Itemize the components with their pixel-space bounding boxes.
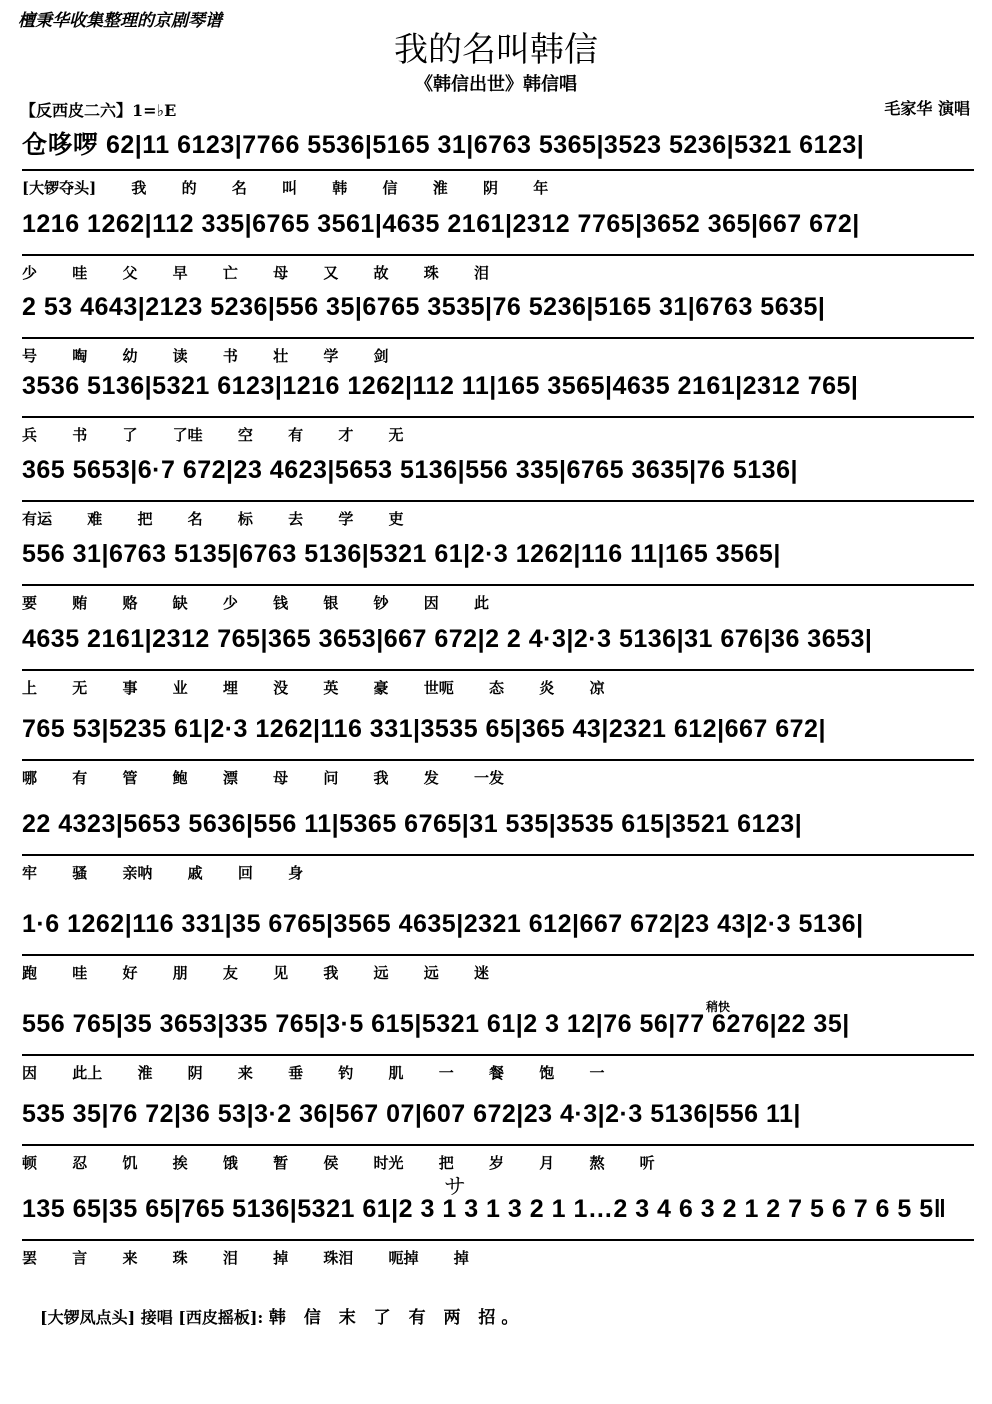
score-line [22,625,974,717]
score-line [22,910,974,1002]
score-line [22,456,974,548]
lyrics-row: 要 贿 赂 缺 少 钱 银 钞 因 此 [22,594,490,612]
notation-row: 535 35|76 72|36 53|3·2 36|567 07|607 672|23 4·3|2·3 5136|556 11| [22,1100,974,1146]
lyrics-row: 跑 哇 好 朋 友 见 我 远 远 迷 [22,964,490,982]
page-subtitle: 《韩信出世》韩信唱 [415,74,577,95]
notation-row: 765 53|5235 61|2·3 1262|116 331|3535 65|365 43|2321 612|667 672| [22,715,974,761]
notation-row: 仓哆啰 62|11 6123|7766 5536|5165 31|6763 5365|3523 5236|5321 6123| [22,125,974,171]
notation-row: 365 5653|6·7 672|23 4623|5653 5136|556 335|6765 3635|76 5136| [22,456,974,502]
notation-row: 1216 1262|112 335|6765 3561|4635 2161|2312 7765|3652 365|667 672| [22,210,974,256]
tempo-mark: 稍快 [706,1000,731,1014]
score-line [22,540,974,632]
score-line [22,1100,974,1192]
lyrics-row: 因 此上 淮 阴 来 垂 钓 肌 一 餐 饱 一 [22,1064,605,1082]
collection-source: 檀秉华收集整理的京剧琴谱 [18,11,222,31]
lyrics-row: 上 无 事 业 埋 没 英 豪 世呃 态 炎 凉 [22,679,605,697]
performer: 毛家华 演唱 [884,99,970,118]
notation-row: 3536 5136|5321 6123|1216 1262|112 11|165 3565|4635 2161|2312 765| [22,372,974,418]
notation-row: 4635 2161|2312 765|365 3653|667 672|2 2 4·3|2·3 5136|31 676|36 3653| [22,625,974,671]
footer-instructions [40,1303,524,1328]
lyrics-row: 哪 有 管 鲍 漂 母 问 我 发 一发 [22,769,505,787]
score-line [22,372,974,464]
lyrics-row: 少 哇 父 早 亡 母 又 故 珠 泪 [22,264,490,282]
free-meter-mark: サ [444,1175,467,1200]
lyrics-row: 罢 言 来 珠 泪 掉 珠泪 呃掉 掉 [22,1249,469,1267]
score-line [22,1195,974,1287]
score-line [22,810,974,902]
footer-lyrics: 韩 信 末 了 有 两 招。 [268,1308,525,1328]
mode-key-signature: 【反西皮二六】1=♭E [20,101,177,120]
lyrics-row: 号 啕 幼 读 书 壮 学 剑 [22,347,389,365]
score-line [22,125,974,217]
notation-row: 22 4323|5653 5636|556 11|5365 6765|31 535|3535 615|3521 6123| [22,810,974,856]
notation-row: 1·6 1262|116 331|35 6765|3565 4635|2321 612|667 672|23 43|2·3 5136| [22,910,974,956]
page-title: 我的名叫韩信 [394,30,598,70]
notation-row: 2 53 4643|2123 5236|556 35|6765 3535|76 5236|5165 31|6763 5635| [22,293,974,339]
score-line [22,210,974,302]
notation-row: 556 31|6763 5135|6763 5136|5321 61|2·3 1262|116 11|165 3565| [22,540,974,586]
lyrics-row: [大锣夺头] 我 的 名 叫 韩 信 淮 阴 年 [22,179,549,197]
lyrics-row: 顿 忍 饥 挨 饿 暂 侯 时光 把 岁 月 熬 听 [22,1154,655,1172]
lyrics-row: 牢 骚 亲呐 戚 回 身 [22,864,304,882]
lyrics-row: 兵 书 了 了哇 空 有 才 无 [22,426,404,444]
notation-row: 135 65|35 65|765 5136|5321 61|2 3 1 3 1 3 2 1 1…2 3 4 6 3 2 1 2 7 5 6 7 6 5 5‖ [22,1195,974,1241]
score-line [22,715,974,807]
notation-row: 556 765|35 3653|335 765|3·5 615|5321 61|2 3 12|76 56|77 6276|22 35| [22,1010,974,1056]
score-line [22,1010,974,1102]
lyrics-row: 有运 难 把 名 标 去 学 吏 [22,510,404,528]
footer-cue: [大锣凤点头] 接唱 [西皮摇板]: [40,1308,264,1327]
